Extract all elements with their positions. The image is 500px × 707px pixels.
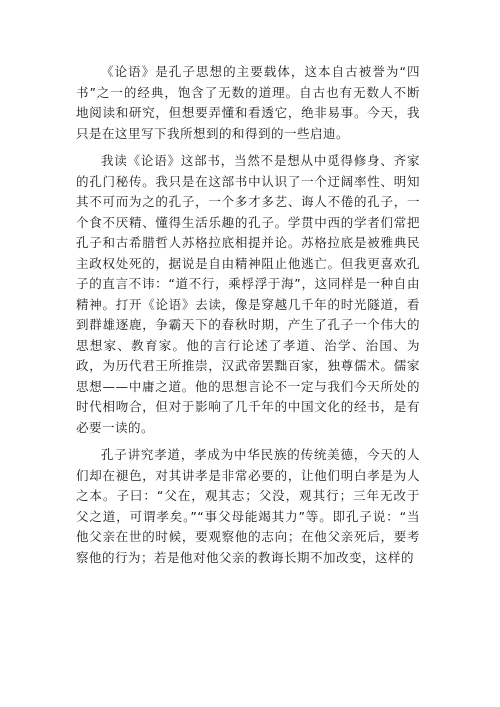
paragraph-reading-analects: 我读《论语》这部书，当然不是想从中觅得修身、齐家的孔门秘传。我只是在这部书中认识了一个迂阔率性、明知其不可而为之的孔子，一个多才多艺、诲人不倦的孔子，一个食不厌精、懂得生活乐趣的孔子。学贯中西的学者们常把孔子和古希腊哲人苏格拉底相提并论。苏格拉底是被雅典民主政权处死的，据说是自由精神阻止他逃亡。但我更喜欢孔子的直言不讳：“道不行，乘桴浮于海”，这同样是一种自由精神。打开《论语》去读，像是穿越几千年的时光隧道，看到群雄逐鹿，争霸天下的春秋时期，产生了孔子一个伟大的思想家、教育家。他的言行论述了孝道、治学、治国、为政，为历代君王所推崇，汉武帝罢黜百家，独尊儒术。儒家思想——中庸之道。他的思想言论不一定与我们今天所处的时代相吻合，但对于影响了几千年的中国文化的经书，是有必要一读的。 [76, 153, 420, 435]
paragraph-filial-piety: 孔子讲究孝道，孝成为中华民族的传统美德，今天的人们却在褪色，对其讲孝是非常必要的，让他们明白孝是为人之本。子曰：“父在，观其志；父没，观其行；三年无改于父之道，可谓孝矣。”“事父母能竭其力”等。即孔子说：“当他父亲在世的时候，要观察他的志向；在他父亲死后，要考察他的行为；若是他对他父亲的教诲长期不加改变，这样的 [76, 447, 420, 565]
document-body [76, 62, 420, 575]
paragraph-intro: 《论语》是孔子思想的主要载体，这本自古被誉为“四书”之一的经典，饱含了无数的道理。自古也有无数人不断地阅读和研究，但想要弄懂和看透它，绝非易事。今天，我只是在这里写下我所想到的和得到的一些启迪。 [76, 64, 420, 141]
